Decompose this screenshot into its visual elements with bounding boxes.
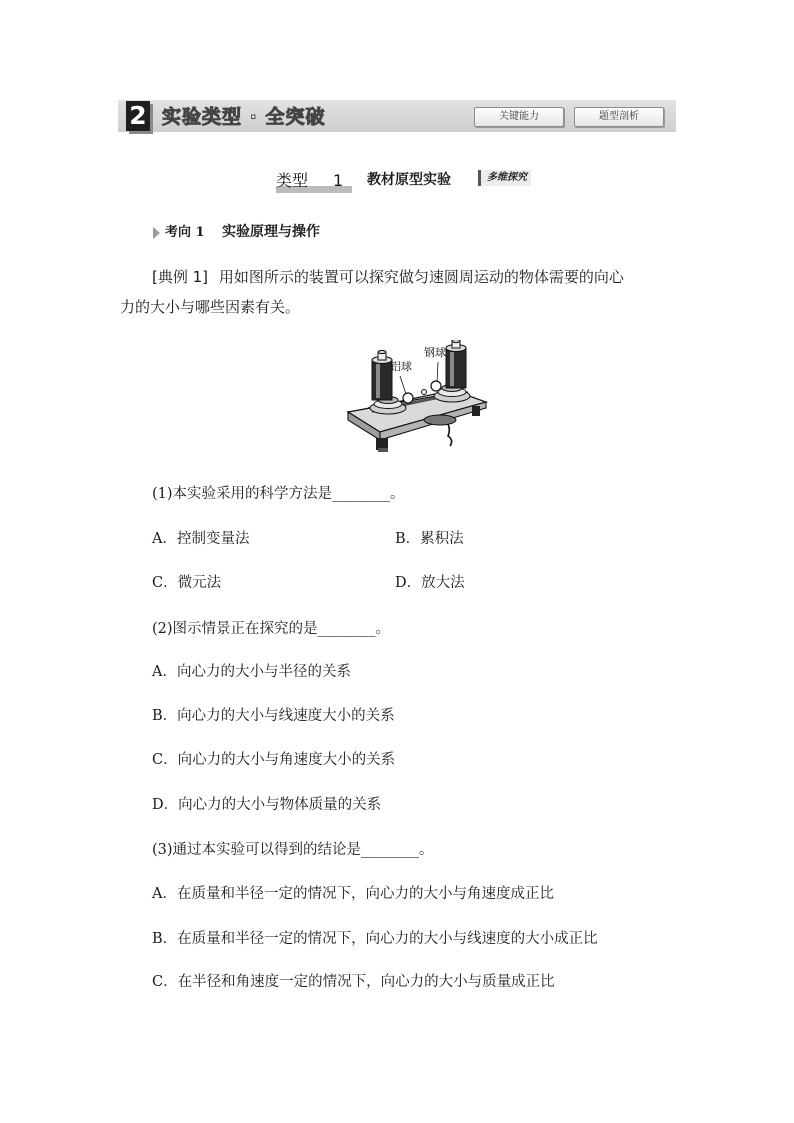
subsection-title: 实验原理与操作 — [222, 224, 320, 240]
label-aluminum-ball: 铝球 — [390, 360, 412, 373]
type-tag: 多维探究 — [478, 170, 531, 186]
triangle-arrow-icon — [153, 227, 160, 239]
question-3-option-c[interactable]: C．在半径和角速度一定的情况下，向心力的大小与质量成正比 — [152, 974, 555, 990]
question-1-option-c[interactable]: C．微元法 — [152, 575, 222, 591]
example-label: [典例 1] — [152, 268, 209, 286]
example-text-1: 用如图所示的装置可以探究做匀速圆周运动的物体需要的向心 — [218, 268, 624, 286]
question-3-option-a[interactable]: A．在质量和半径一定的情况下，向心力的大小与角速度成正比 — [152, 886, 554, 902]
question-2-option-c[interactable]: C．向心力的大小与角速度大小的关系 — [152, 752, 396, 768]
question-2-option-d[interactable]: D．向心力的大小与物体质量的关系 — [152, 797, 382, 813]
question-2-option-b[interactable]: B．向心力的大小与线速度大小的关系 — [152, 708, 395, 724]
question-1-option-b[interactable]: B．累积法 — [395, 531, 464, 547]
centripetal-force-apparatus-figure — [340, 340, 490, 458]
question-3-option-b[interactable]: B．在质量和半径一定的情况下，向心力的大小与线速度的大小成正比 — [152, 931, 598, 947]
type-label: 类型 — [276, 171, 309, 190]
question-1-stem: (1)本实验采用的科学方法是________。 — [152, 486, 405, 502]
subsection-label: 考向 1 — [165, 225, 205, 240]
type-title: 教材原型实验 — [367, 172, 451, 188]
section-title: 实验类型 · 全突破 — [162, 106, 326, 128]
label-steel-ball: 钢球 — [424, 346, 446, 359]
section-number: 2 — [126, 101, 150, 131]
question-1-option-a[interactable]: A．控制变量法 — [152, 531, 250, 547]
question-2-option-a[interactable]: A．向心力的大小与半径的关系 — [152, 664, 351, 680]
question-2-stem: (2)图示情景正在探究的是________。 — [152, 621, 391, 637]
example-line-2: 力的大小与哪些因素有关。 — [120, 298, 301, 316]
tag-key-ability[interactable]: 关键能力 — [474, 107, 564, 127]
question-3-stem: (3)通过本实验可以得到的结论是________。 — [152, 842, 434, 858]
example-line-1 — [152, 264, 624, 290]
tag-question-analysis[interactable]: 题型剖析 — [574, 107, 664, 127]
type-number: 1 — [333, 171, 344, 190]
question-1-option-d[interactable]: D．放大法 — [395, 575, 465, 591]
